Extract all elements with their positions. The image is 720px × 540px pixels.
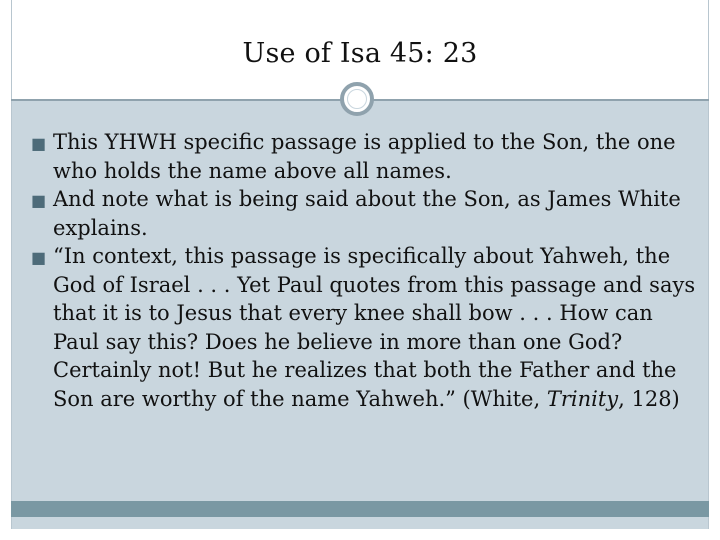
- ring-divider-inner: [347, 89, 367, 109]
- square-bullet-icon: ■: [31, 191, 47, 210]
- square-bullet-icon: ■: [31, 248, 47, 267]
- footer-accent-bar: [11, 501, 709, 517]
- citation-page: , 128): [618, 386, 680, 411]
- bullet-item: [31, 128, 701, 185]
- bullet-text: And note what is being said about the Son, as James White explains.: [53, 187, 681, 240]
- quote-text: “In context, this passage is specifically about Yahweh, the God of Israel . . . Yet Paul quotes from this passage and says that it is to Jesus that every knee shall bow . . . How can Paul say this? Does he believe in more than one God? Certainly not! But he realizes that both the Father and the Son are worthy of the name Yahweh.” (White,: [53, 244, 696, 411]
- bullet-item: [31, 185, 701, 242]
- bullet-item: [31, 242, 701, 413]
- book-title: Trinity: [546, 386, 619, 411]
- ring-divider-icon: [340, 82, 374, 116]
- square-bullet-icon: ■: [31, 134, 47, 153]
- slide-title: Use of Isa 45: 23: [242, 38, 478, 69]
- bullet-text: This YHWH specific passage is applied to the Son, the one who holds the name above all names.: [53, 130, 676, 183]
- bullet-list: [31, 128, 701, 413]
